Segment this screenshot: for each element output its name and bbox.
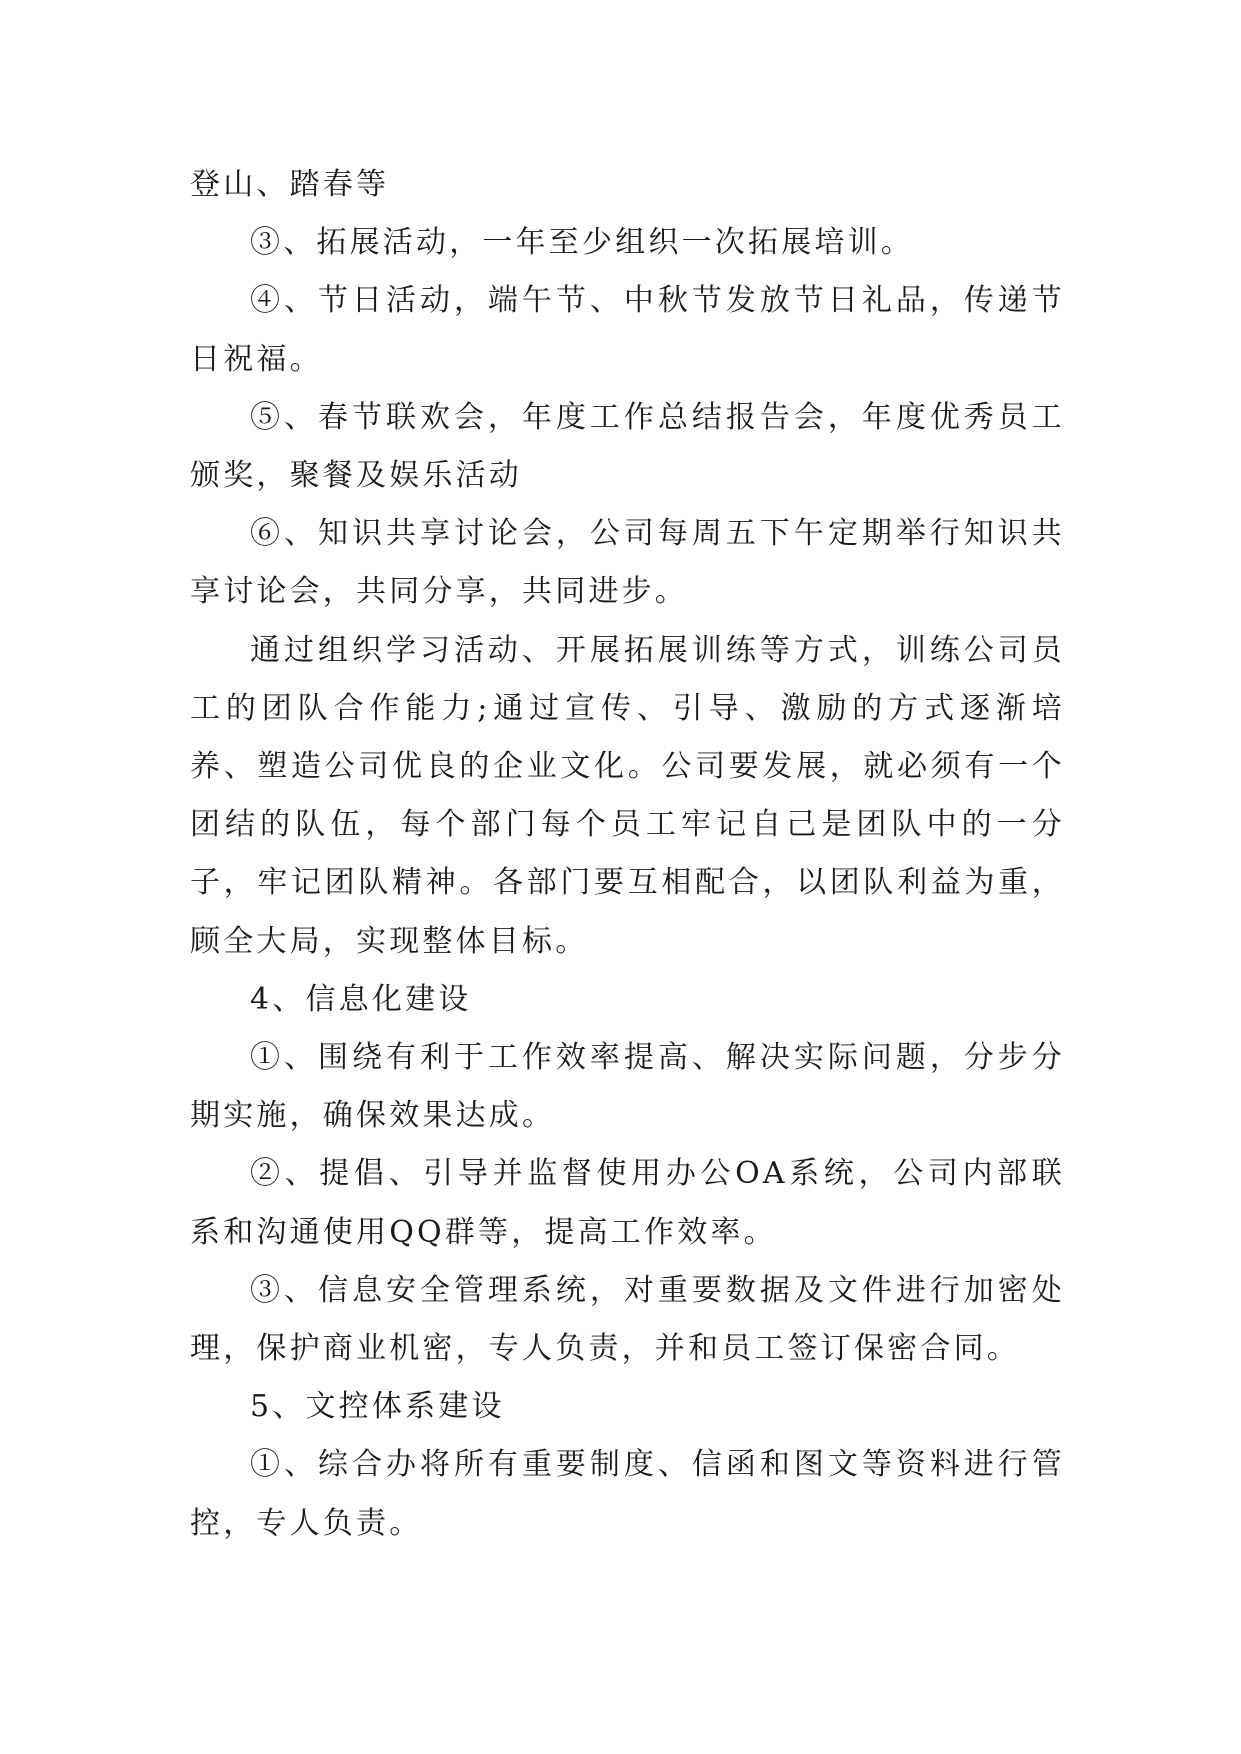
paragraph-item-info-security: ③、信息安全管理系统，对重要数据及文件进行加密处理，保护商业机密，专人负责，并和员工签订保密合同。 [190,1272,1065,1367]
paragraph-item-document-management: ①、综合办将所有重要制度、信函和图文等资料进行管控，专人负责。 [190,1447,1065,1541]
paragraph-continuation: 登山、踏春等 [190,167,390,202]
paragraph-team-building-summary: 通过组织学习活动、开展拓展训练等方式，训练公司员工的团队合作能力;通过宣传、引导、激励的方式逐渐培养、塑造公司优良的企业文化。公司要发展，就必须有一个团结的队伍，每个部门每个员工牢记自己是团队中的一分子，牢记团队精神。各部门要互相配合，以团队利益为重，顾全大局，实现整体目标。 [190,632,1065,959]
paragraph-item-holiday-activity: ④、节日活动，端午节、中秋节发放节日礼品，传递节日祝福。 [190,283,1065,377]
section-heading-informatization: 4、信息化建设 [250,981,472,1017]
paragraph-item-oa-system: ②、提倡、引导并监督使用办公OA系统，公司内部联系和沟通使用QQ群等，提高工作效率。 [190,1156,1065,1250]
paragraph-item-knowledge-sharing: ⑥、知识共享讨论会，公司每周五下午定期举行知识共享讨论会，共同分享，共同进步。 [190,516,1065,610]
paragraph-item-efficiency: ①、围绕有利于工作效率提高、解决实际问题，分步分期实施，确保效果达成。 [190,1040,1065,1134]
paragraph-item-spring-festival-gala: ⑤、春节联欢会，年度工作总结报告会，年度优秀员工颁奖，聚餐及娱乐活动 [190,399,1065,494]
document-body [190,156,1065,1553]
paragraph-item-expansion-activity: ③、拓展活动，一年至少组织一次拓展培训。 [250,225,914,261]
section-heading-document-control: 5、文控体系建设 [250,1389,505,1425]
